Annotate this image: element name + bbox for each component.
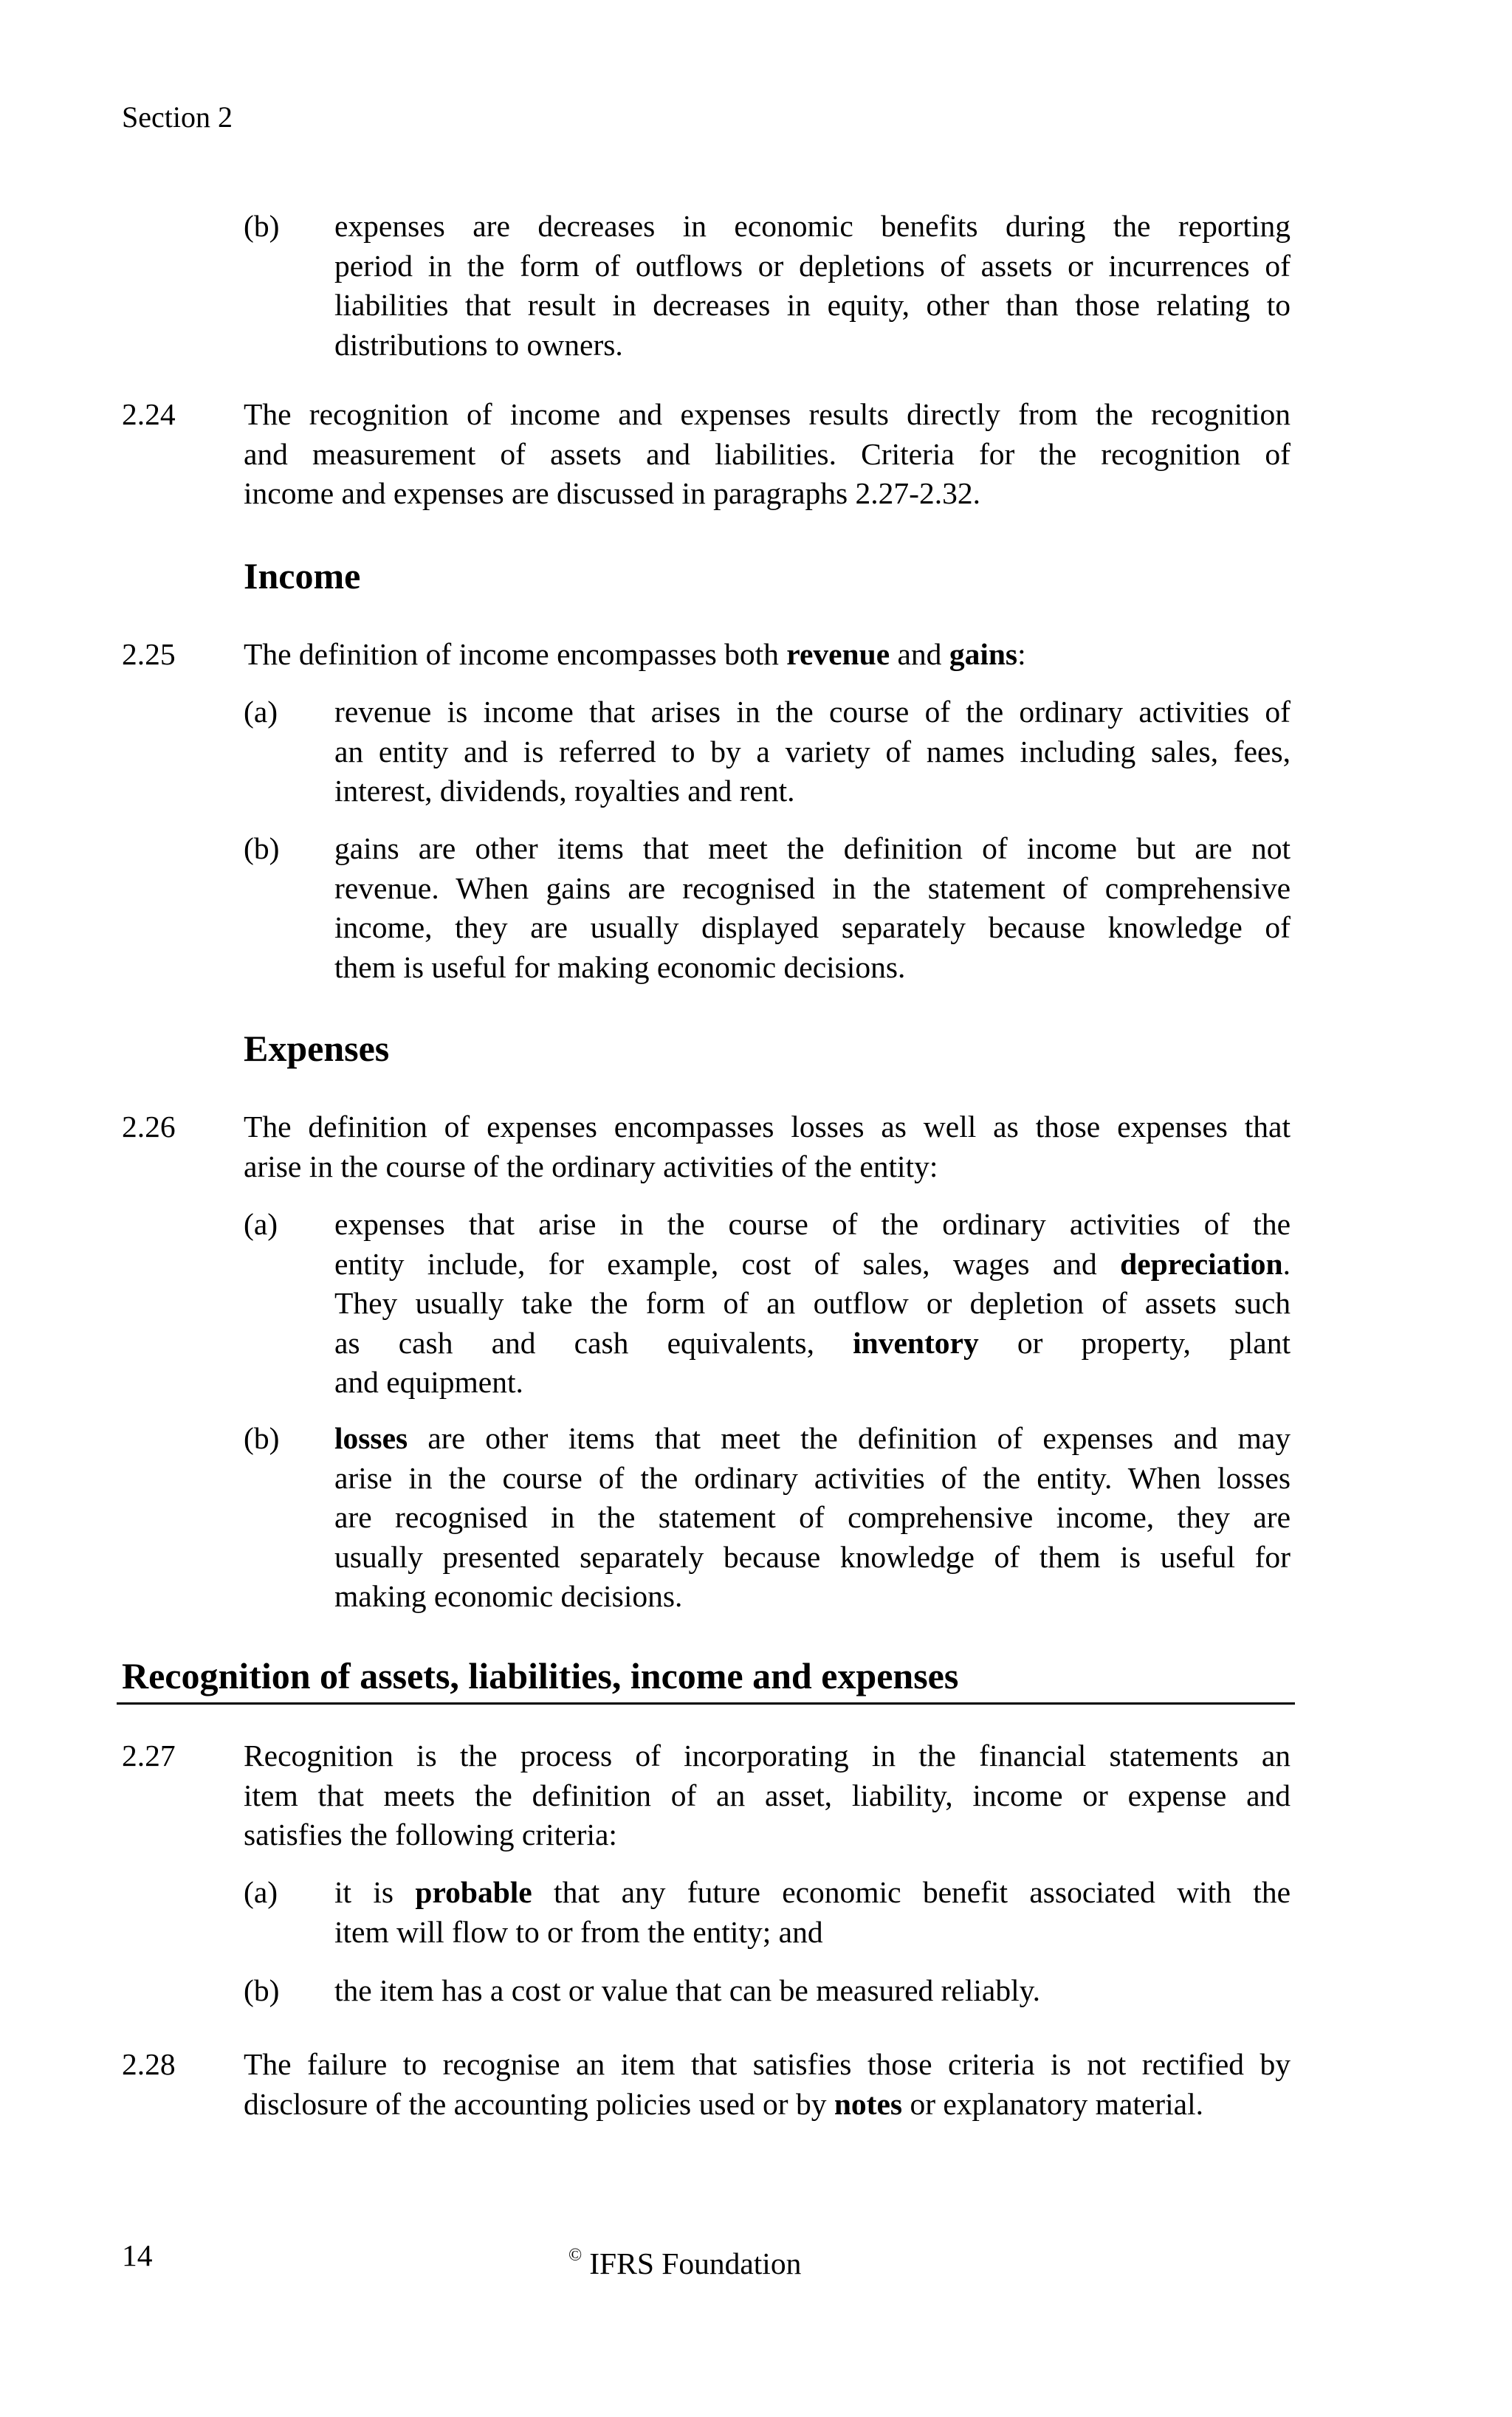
organization-name: IFRS Foundation [589,2246,802,2280]
text-line: expenses are decreases in economic benefits during the reporting [334,209,1291,243]
defined-term: probable [415,1875,532,1909]
text-line: period in the form of outflows or depletions of assets or incurrences of [334,248,1291,283]
text-line: item that meets the definition of an asset, liability, income or expense and [244,1778,1291,1812]
item-text [334,1205,1291,1403]
text-line: usually presented separately because knowledge of them is useful for [334,1539,1291,1574]
item-text [334,207,1291,365]
heading-expenses: Expenses [244,1028,390,1069]
item-label: (b) [244,1421,280,1455]
text-line: They usually take the form of an outflow or depletion of assets such [334,1286,1291,1320]
defined-term: losses [334,1421,408,1455]
text-line: them is useful for making economic decisions. [334,949,906,984]
text-line: Recognition is the process of incorporating in the financial statements an [244,1739,1291,1773]
text-line: the item has a cost or value that can be measured reliably. [334,1973,1041,2007]
text-line: expenses that arise in the course of the ordinary activities of the [334,1207,1291,1241]
heading-underline [117,1702,1295,1705]
defined-term: depreciation [1120,1246,1283,1281]
paragraph-text [244,395,1291,514]
text-line: liabilities that result in decreases in equity, other than those relating to [334,288,1291,322]
running-header: Section 2 [122,100,233,134]
paragraph-number: 2.28 [122,2047,176,2081]
text-run: or explanatory material. [902,2086,1203,2121]
copyright-symbol: © [568,2246,583,2265]
text-line: The recognition of income and expenses results directly from the recognition [244,397,1291,431]
paragraph-text [244,2045,1291,2124]
paragraph-number: 2.24 [122,397,176,431]
text-line: The definition of expenses encompasses losses as well as those expenses that [244,1110,1291,1144]
defined-term: revenue [786,637,890,671]
text-line [334,1873,1291,1913]
text-line [334,1245,1291,1285]
paragraph-number: 2.27 [122,1739,176,1773]
text-line: satisfies the following criteria: [244,1818,617,1852]
defined-term: inventory [853,1325,979,1360]
page-number: 14 [122,2238,153,2272]
item-label: (b) [244,831,280,865]
text-line: The failure to recognise an item that satisfies those criteria is not rectified by [244,2047,1291,2081]
item-text [334,692,1291,811]
item-text [334,1873,1291,1952]
text-run: and [890,637,949,671]
text-run: are other items that meet the definition of expenses and may [408,1421,1291,1455]
text-line: revenue. When gains are recognised in the statement of comprehensive [334,870,1291,905]
text-line: an entity and is referred to by a variety of names including sales, fees, [334,734,1291,769]
item-label: (a) [244,1875,278,1909]
paragraph-text [244,1736,1291,1855]
defined-term: notes [834,2086,903,2121]
text-line: interest, dividends, royalties and rent. [334,774,795,808]
text-line: income, they are usually displayed separately because knowledge of [334,910,1291,944]
text-line [334,1419,1291,1459]
text-line: are recognised in the statement of comprehensive income, they are [334,1500,1291,1534]
paragraph-text [244,635,1291,675]
text-line: distributions to owners. [334,327,623,362]
text-line: making economic decisions. [334,1579,683,1613]
item-label: (a) [244,1207,278,1241]
item-label: (a) [244,695,278,729]
text-run: : [1017,637,1026,671]
text-line: and equipment. [334,1365,523,1399]
text-line: arise in the course of the ordinary activities of the entity. When losses [334,1460,1291,1495]
item-label: (b) [244,1973,280,2007]
text-run: . [1282,1246,1291,1281]
item-text [334,829,1291,987]
text-run: that any future economic benefit associated with the [532,1875,1291,1909]
item-label: (b) [244,209,280,243]
text-line: item will flow to or from the entity; and [334,1914,823,1949]
text-run: entity include, for example, cost of sales, wages and [334,1246,1121,1281]
text-run: The definition of income encompasses both [244,637,787,671]
text-line: arise in the course of the ordinary activities of the entity: [244,1149,938,1183]
text-line: gains are other items that meet the definition of income but are not [334,831,1291,865]
text-run: as cash and cash equivalents, [334,1325,853,1360]
heading-recognition: Recognition of assets, liabilities, income and expenses [122,1655,959,1696]
text-line [244,2085,1291,2125]
heading-income: Income [244,555,361,596]
text-run: it is [334,1875,416,1909]
text-line: and measurement of assets and liabilities. Criteria for the recognition of [244,436,1291,471]
text-line [334,1324,1291,1364]
footer-copyright [568,2237,801,2282]
text-line: revenue is income that arises in the course of the ordinary activities of [334,695,1291,729]
text-run: or property, plant [978,1325,1291,1360]
defined-term: gains [949,637,1018,671]
text-line: income and expenses are discussed in paragraphs 2.27-2.32. [244,476,981,510]
item-text [334,1419,1291,1617]
paragraph-number: 2.25 [122,637,176,671]
paragraph-number: 2.26 [122,1110,176,1144]
item-text [334,1971,1291,2011]
text-run: disclosure of the accounting policies used or by [244,2086,834,2121]
paragraph-text [244,1107,1291,1186]
